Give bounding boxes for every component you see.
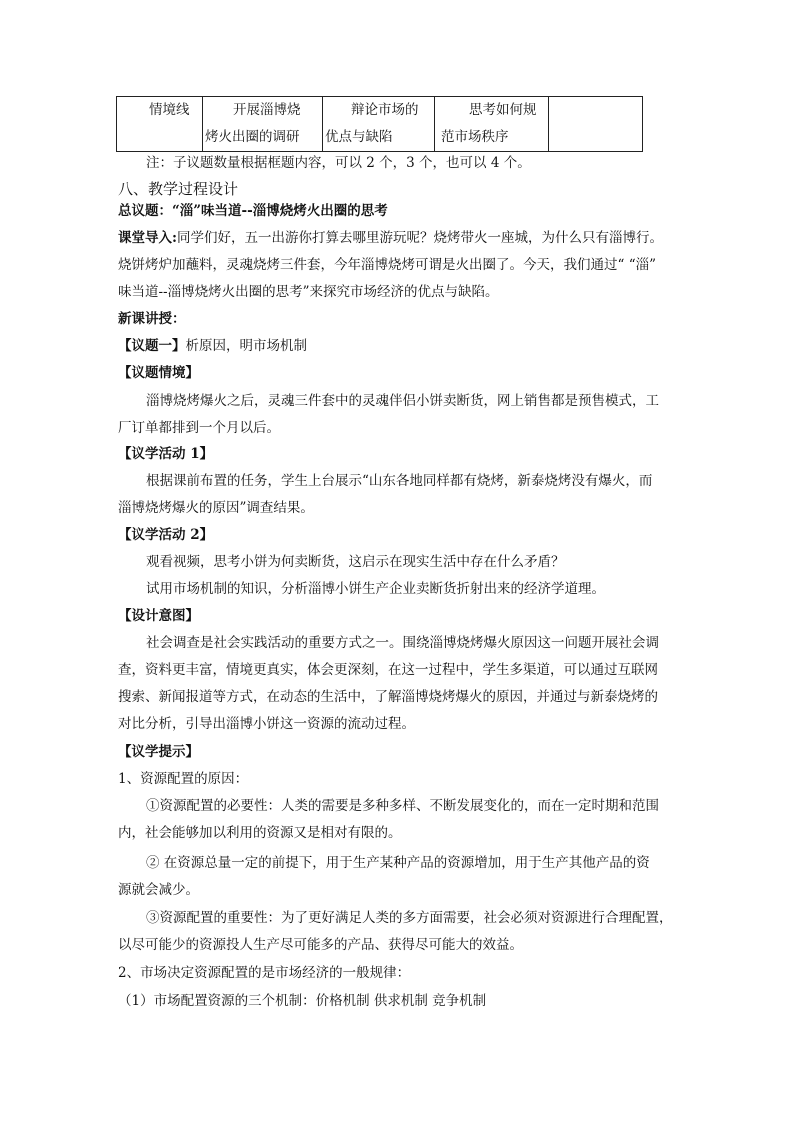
- intro-label: 课堂导入:: [118, 230, 177, 246]
- activity2-line: 观看视频，思考小饼为何卖断货，这启示在现实生活中存在什么矛盾？: [146, 554, 565, 570]
- section-title: 八、教学过程设计: [118, 180, 239, 198]
- design-line: 查，资料更丰富，情境更真实，体会更深刻，在这一过程中，学生多渠道，可以通过互联网: [118, 662, 658, 678]
- intro-line: 味当道--淄博烧烤火出圈的思考”来探究市场经济的优点与缺陷。: [118, 284, 499, 300]
- cell-line: 开展淄博烧: [233, 102, 301, 118]
- hint-line: ③资源配置的重要性：为了更好满足人类的多方面需要，社会必须对资源进行合理配置，: [146, 910, 673, 926]
- main-topic: 总议题：“淄”味当道--淄博烧烤火出圈的思考: [118, 203, 388, 219]
- cell-line: 范市场秩序: [441, 129, 509, 145]
- design-line: 社会调查是社会实践活动的重要方式之一。围绕淄博烧烤爆火原因这一问题开展社会调: [146, 635, 659, 651]
- new-lesson-label: 新课讲授：: [118, 311, 186, 327]
- situation-line: 厂订单都排到一个月以后。: [118, 420, 280, 436]
- hint-item: （1）市场配置资源的三个机制：价格机制 供求机制 竞争机制: [118, 993, 487, 1009]
- activity1-line: 淄博烧烤爆火的原因”调查结果。: [118, 500, 314, 516]
- hint-line: 源就会减少。: [118, 882, 199, 898]
- table-note: 注：子议题数量根据框题内容，可以 2 个，3 个，也可以 4 个。: [146, 155, 531, 171]
- intro-line: [118, 225, 663, 251]
- design-label: 【设计意图】: [118, 608, 199, 624]
- topic1-label: 【议题一】: [118, 338, 186, 354]
- cell-line: 辩论市场的: [351, 102, 419, 118]
- cell-line: 优点与缺陷: [325, 129, 393, 145]
- cell-line: 烤火出圈的调研: [205, 129, 300, 145]
- topic-table: [116, 96, 643, 152]
- hint-line: ② 在资源总量一定的前提下，用于生产某种产品的资源增加，用于生产其他产品的资: [146, 855, 650, 871]
- hint-item: 2、市场决定资源配置的是市场经济的一般规律：: [118, 965, 411, 981]
- topic1: [118, 333, 307, 359]
- situation-label: 【议题情境】: [118, 365, 199, 381]
- design-line: 搜索、新闻报道等方式，在动态的生活中，了解淄博烧烤爆火的原因，并通过与新泰烧烤的: [118, 689, 658, 705]
- intro-text: 同学们好，五一出游你打算去哪里游玩呢？烧烤带火一座城，为什么只有淄博行。: [176, 230, 663, 246]
- intro-line: 烧饼烤炉加蘸料，灵魂烧烤三件套，今年淄博烧烤可谓是火出圈了。今天，我们通过“ “淄”: [118, 257, 656, 273]
- table-cell: [117, 97, 203, 152]
- hints-label: 【议学提示】: [118, 744, 199, 760]
- situation-line: 淄博烧烤爆火之后，灵魂三件套中的灵魂伴侣小饼卖断货，网上销售都是预售模式，工: [146, 393, 659, 409]
- activity2-label: 【议学活动 2】: [118, 527, 214, 543]
- hint-line: ①资源配置的必要性：人类的需要是多种多样、不断发展变化的，而在一定时期和范围: [146, 798, 659, 814]
- table-cell: [323, 97, 435, 152]
- table-cell: [549, 97, 643, 152]
- activity1-label: 【议学活动 1】: [118, 446, 214, 462]
- table-cell: [435, 97, 549, 152]
- hint-line: 内，社会能够加以利用的资源又是相对有限的。: [118, 825, 402, 841]
- cell-line: 情境线: [149, 102, 190, 118]
- design-line: 对比分析，引导出淄博小饼这一资源的流动过程。: [118, 716, 415, 732]
- table-row: [117, 97, 643, 152]
- cell-line: 思考如何规: [469, 102, 537, 118]
- topic1-text: 析原因，明市场机制: [185, 338, 307, 354]
- hint-line: 以尽可能少的资源投人生产尽可能多的产品、获得尽可能大的效益。: [118, 937, 523, 953]
- table-cell: [203, 97, 323, 152]
- activity2-line: 试用市场机制的知识，分析淄博小饼生产企业卖断货折射出来的经济学道理。: [146, 581, 605, 597]
- activity1-line: 根据课前布置的任务，学生上台展示“山东各地同样都有烧烤，新泰烧烤没有爆火，而: [146, 473, 653, 489]
- hint-item: 1、资源配置的原因：: [118, 771, 249, 787]
